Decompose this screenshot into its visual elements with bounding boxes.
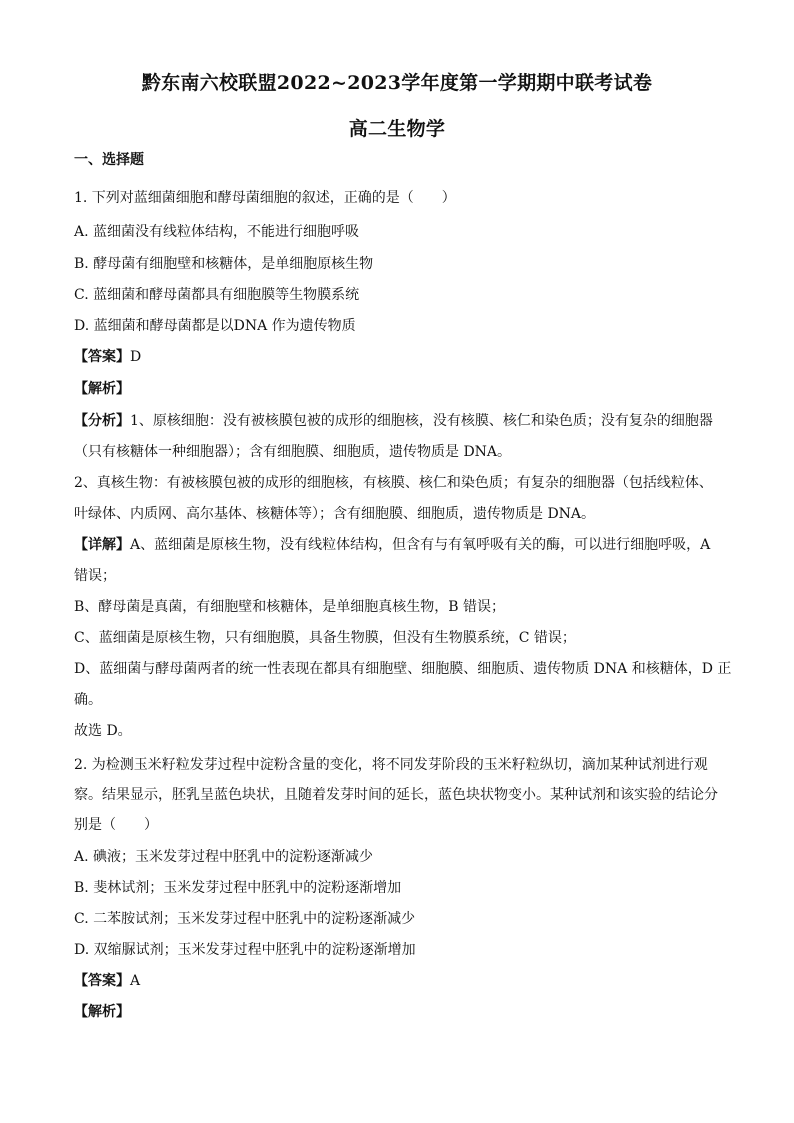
analysis-line <box>74 628 724 648</box>
analysis-line <box>74 659 732 679</box>
analysis-text: 1、原核细胞：没有被核膜包被的成形的细胞核，没有核膜、核仁和染色质；没有复杂的细胞器 <box>130 413 713 429</box>
analysis-line <box>74 566 724 586</box>
analysis-line <box>74 597 724 617</box>
question-2-analysis-tag: 【解析】 <box>74 1004 130 1020</box>
answer-tag: 【答案】 <box>74 349 130 365</box>
question-2-option-c: C. 二苯胺试剂；玉米发芽过程中胚乳中的淀粉逐渐减少 <box>74 911 416 927</box>
question-2-stem-line: 察。结果显示，胚乳呈蓝色块状，且随着发芽时间的延长，蓝色块状物变小。某种试剂和该实验的结论分 <box>74 787 718 803</box>
analysis-text: 2、真核生物：有被核膜包被的成形的细胞核，有核膜、核仁和染色质；有复杂的细胞器（包括线粒体、 <box>74 475 713 491</box>
question-2-option-b: B. 斐林试剂；玉米发芽过程中胚乳中的淀粉逐渐增加 <box>74 880 402 896</box>
analysis-line <box>74 411 724 431</box>
exam-title: 黔东南六校联盟2022~2023学年度第一学期期中联考试卷 <box>141 72 653 94</box>
question-2-option-a: A. 碘液；玉米发芽过程中胚乳中的淀粉逐渐减少 <box>74 849 374 865</box>
analysis-text: D、蓝细菌与酵母菌两者的统一性表现在都具有细胞壁、细胞膜、细胞质、遗传物质 DNA 和核糖体，D 正 <box>74 661 732 677</box>
analysis-text: （只有核糖体一种细胞器）；含有细胞膜、细胞质，遗传物质是 DNA。 <box>74 444 512 460</box>
exam-subject: 高二生物学 <box>348 118 446 140</box>
analysis-text: 故选 D。 <box>74 723 132 739</box>
question-2-option-d: D. 双缩脲试剂；玉米发芽过程中胚乳中的淀粉逐渐增加 <box>74 942 416 958</box>
analysis-line <box>74 535 724 555</box>
question-2-answer <box>74 971 724 991</box>
question-1-option-a: A. 蓝细菌没有线粒体结构，不能进行细胞呼吸 <box>74 224 360 240</box>
question-1-option-d: D. 蓝细菌和酵母菌都是以DNA 作为遗传物质 <box>74 318 356 334</box>
question-2-stem-line: 别是（ ） <box>74 817 158 833</box>
question-1-option-b: B. 酵母菌有细胞壁和核糖体，是单细胞原核生物 <box>74 256 374 272</box>
section-heading: 一、选择题 <box>74 152 144 168</box>
answer-value: A <box>130 973 141 989</box>
answer-tag: 【答案】 <box>74 973 130 989</box>
analysis-line <box>74 690 724 710</box>
question-1-stem: 1. 下列对蓝细菌细胞和酵母菌细胞的叙述，正确的是（ ） <box>74 190 456 206</box>
analysis-text: 确。 <box>74 692 102 708</box>
analysis-text: 错误； <box>74 568 116 584</box>
question-1-option-c: C. 蓝细菌和酵母菌都具有细胞膜等生物膜系统 <box>74 287 360 303</box>
question-1-answer <box>74 347 724 367</box>
analysis-text: B、酵母菌是真菌，有细胞壁和核糖体，是单细胞真核生物，B 错误； <box>74 599 506 615</box>
question-1-analysis-tag: 【解析】 <box>74 381 130 397</box>
analysis-tag: 【分析】 <box>74 413 130 429</box>
analysis-line <box>74 504 724 524</box>
analysis-line <box>74 442 724 462</box>
detail-tag: 【详解】 <box>74 537 130 553</box>
analysis-line <box>74 721 724 741</box>
analysis-text: A、蓝细菌是原核生物，没有线粒体结构，但含有与有氧呼吸有关的酶，可以进行细胞呼吸，A <box>130 537 711 553</box>
question-2-stem-line: 2. 为检测玉米籽粒发芽过程中淀粉含量的变化，将不同发芽阶段的玉米籽粒纵切，滴加某种试剂进行观 <box>74 757 708 773</box>
answer-value: D <box>130 349 142 365</box>
analysis-text: 叶绿体、内质网、高尔基体、核糖体等）；含有细胞膜、细胞质，遗传物质是 DNA。 <box>74 506 596 522</box>
analysis-text: C、蓝细菌是原核生物，只有细胞膜，具备生物膜，但没有生物膜系统，C 错误； <box>74 630 576 646</box>
analysis-line <box>74 473 724 493</box>
